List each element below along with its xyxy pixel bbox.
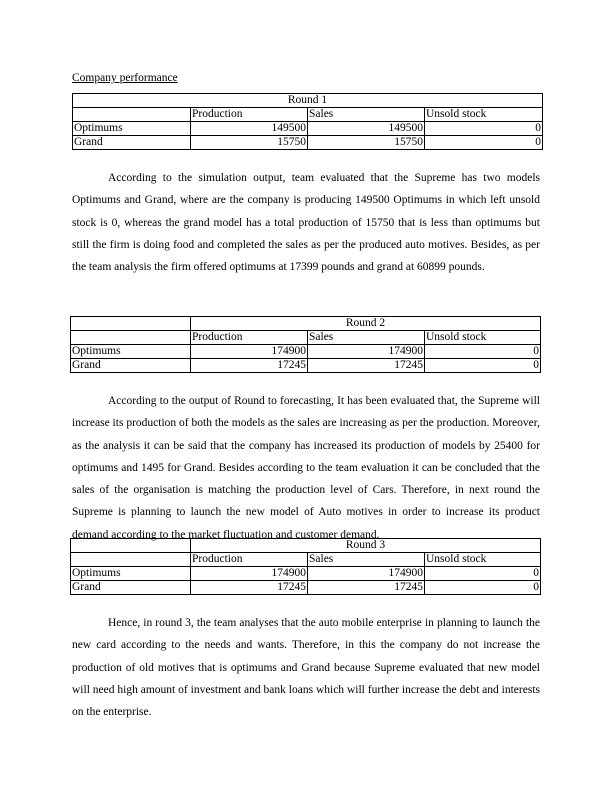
sales-cell: 174900 (308, 345, 425, 359)
paragraph-round-1: According to the simulation output, team evaluated that the Supreme has two models Optimums and Grand, where are the company is producing 149500 Optimums in which left unsold stock is 0, whereas the grand model has a total production of 15750 that is less than optimums but still the firm is doing food and completed the sales as per the produced auto motives. Besides, as per the team analysis the firm offered optimums at 17399 pounds and grand at 60899 pounds. (72, 172, 540, 274)
table-row (71, 359, 541, 373)
column-header: Production (191, 553, 308, 567)
production-cell: 174900 (191, 567, 308, 581)
empty-cell (73, 108, 191, 122)
column-header: Sales (308, 108, 425, 122)
empty-cell (71, 331, 191, 345)
round-label: Round 2 (191, 317, 541, 331)
column-header: Sales (308, 553, 425, 567)
round-3-table (70, 538, 541, 595)
column-header: Production (191, 108, 308, 122)
unsold-cell: 0 (425, 581, 541, 595)
empty-cell (71, 317, 191, 331)
empty-cell (71, 553, 191, 567)
row-label: Optimums (73, 122, 191, 136)
paragraph-round-3: Hence, in round 3, the team analyses that the auto mobile enterprise in planning to launch the new card according to the needs and wants. Therefore, in this the company do not increase the production of old motives that is optimums and Grand because Supreme evaluated that new model will need high amount of investment and bank loans which will further increase the debt and interests on the enterprise. (72, 617, 540, 719)
sales-cell: 17245 (308, 581, 425, 595)
empty-cell (71, 539, 191, 553)
table-row (71, 581, 541, 595)
table-round-row (71, 539, 541, 553)
table-header-row (73, 108, 543, 122)
table-round-row (71, 317, 541, 331)
column-header: Unsold stock (425, 331, 541, 345)
sales-cell: 174900 (308, 567, 425, 581)
row-label: Grand (73, 136, 191, 150)
production-cell: 15750 (191, 136, 308, 150)
row-label: Optimums (71, 345, 191, 359)
round-label: Round 3 (191, 539, 541, 553)
round-1-table (72, 93, 543, 150)
production-cell: 174900 (191, 345, 308, 359)
production-cell: 17245 (191, 581, 308, 595)
row-label: Grand (71, 359, 191, 373)
row-label: Optimums (71, 567, 191, 581)
sales-cell: 149500 (308, 122, 425, 136)
column-header: Unsold stock (425, 553, 541, 567)
sales-cell: 17245 (308, 359, 425, 373)
row-label: Grand (71, 581, 191, 595)
table-row (73, 122, 543, 136)
table-round-row (73, 94, 543, 108)
unsold-cell: 0 (425, 345, 541, 359)
round-label: Round 1 (73, 94, 543, 108)
round-2-table (70, 316, 541, 373)
column-header: Production (191, 331, 308, 345)
table-header-row (71, 331, 541, 345)
unsold-cell: 0 (425, 122, 543, 136)
column-header: Unsold stock (425, 108, 543, 122)
column-header: Sales (308, 331, 425, 345)
paragraph-round-2: According to the output of Round to forecasting, It has been evaluated that, the Supreme will increase its production of both the models as the sales are increasing as per the production. Moreover, as the analysis it can be said that the company has increased its production of models by 25400 for optimums and 1495 for Grand. Besides according to the team evaluation it can be concluded that the sales of the organisation is matching the production level of Cars. Therefore, in next round the Supreme is planning to launch the new model of Auto motives in order to increase its product demand according to the market fluctuation and customer demand. (72, 395, 540, 541)
table-row (71, 567, 541, 581)
unsold-cell: 0 (425, 136, 543, 150)
table-row (71, 345, 541, 359)
section-heading: Company performance (72, 72, 178, 84)
production-cell: 17245 (191, 359, 308, 373)
sales-cell: 15750 (308, 136, 425, 150)
production-cell: 149500 (191, 122, 308, 136)
unsold-cell: 0 (425, 567, 541, 581)
unsold-cell: 0 (425, 359, 541, 373)
table-header-row (71, 553, 541, 567)
table-row (73, 136, 543, 150)
